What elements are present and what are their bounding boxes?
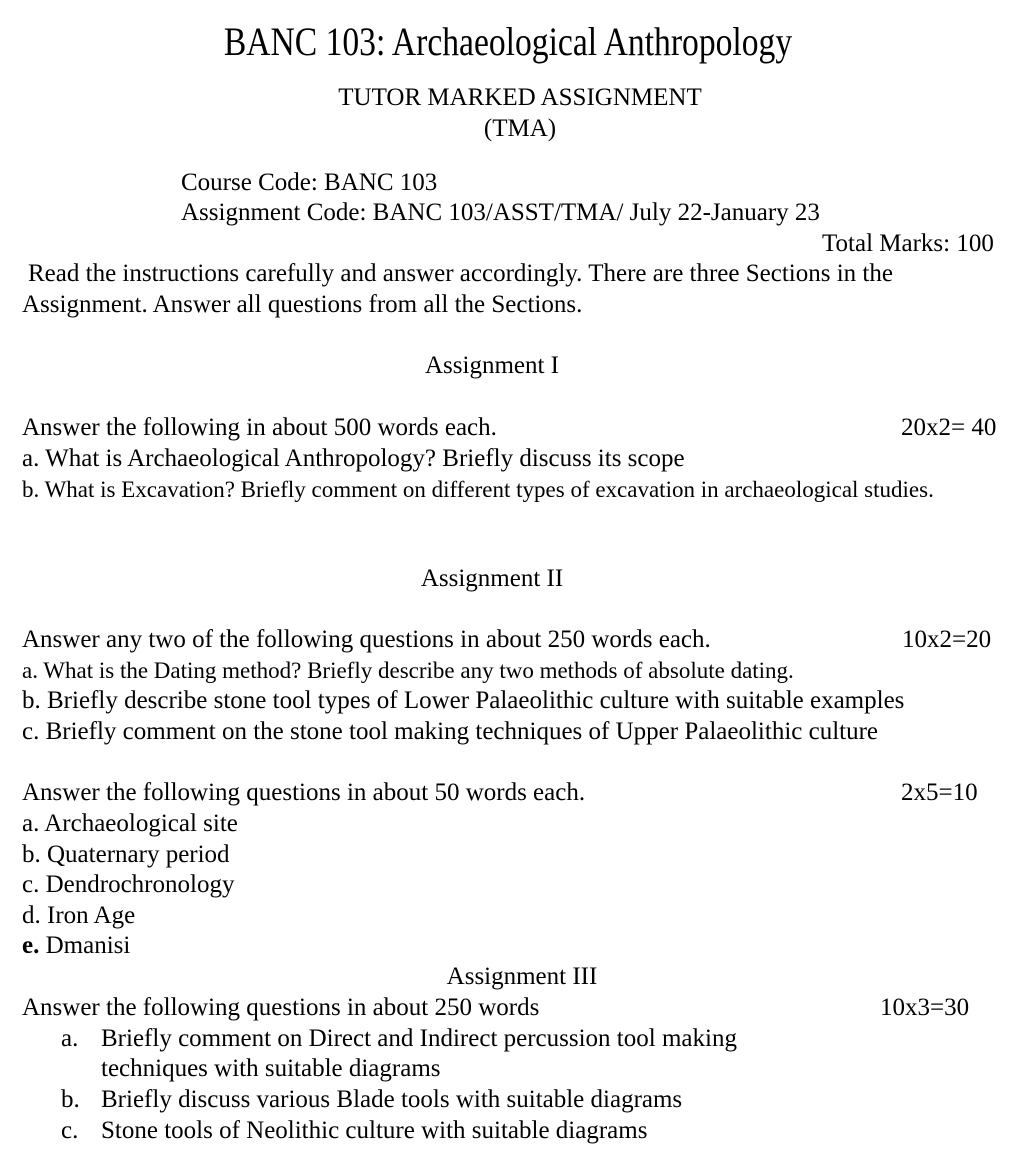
question-label: a. [61, 1025, 79, 1052]
assignment-1-question-a: a. What is Archaeological Anthropology? Briefly discuss its scope [22, 445, 685, 472]
assignment-2-question-b: b. Briefly describe stone tool types of Lower Palaeolithic culture with suitable examples [22, 687, 905, 714]
assignment-3-marks: 10x3=30 [880, 994, 970, 1021]
assignment-2-question-c: c. Briefly comment on the stone tool making techniques of Upper Palaeolithic culture [22, 718, 879, 745]
assignment-2-question-a: a. What is the Dating method? Briefly describe any two methods of absolute dating. [22, 658, 794, 683]
short-question-c: c. Dendrochronology [22, 871, 235, 898]
course-code: Course Code: BANC 103 [181, 169, 438, 196]
total-marks: Total Marks: 100 [822, 230, 994, 257]
assignment-2-marks-2: 2x5=10 [901, 779, 978, 806]
assignment-2-prompt-1: Answer any two of the following questions in about 250 words each. [22, 626, 711, 653]
assignment-1-prompt: Answer the following in about 500 words each. [22, 414, 497, 441]
short-question-a: a. Archaeological site [22, 810, 238, 837]
assignment-3-question-a-cont: techniques with suitable diagrams [101, 1055, 441, 1082]
assignment-3-question-b [61, 1087, 682, 1112]
question-text: Stone tools of Neolithic culture with suitable diagrams [101, 1117, 648, 1144]
assignment-3-question-c [61, 1118, 647, 1143]
short-question-e-text: Dmanisi [39, 932, 131, 959]
assignment-1-question-b: b. What is Excavation? Briefly comment on different types of excavation in archaeological studies. [22, 477, 934, 502]
subtitle: TUTOR MARKED ASSIGNMENT [338, 84, 702, 111]
assignment-3-prompt: Answer the following questions in about 250 words [22, 994, 540, 1021]
assignment-1-heading: Assignment I [424, 352, 560, 379]
instructions-line-1: Read the instructions carefully and answer accordingly. There are three Sections in the [28, 260, 893, 287]
short-question-e-label: e. [22, 932, 40, 959]
assignment-2-heading: Assignment II [420, 565, 564, 592]
question-text: Briefly discuss various Blade tools with suitable diagrams [101, 1086, 683, 1113]
question-label: c. [61, 1117, 79, 1144]
assignment-code: Assignment Code: BANC 103/ASST/TMA/ July 22-January 23 [181, 199, 820, 226]
question-label: b. [61, 1086, 80, 1113]
assignment-1-marks: 20x2= 40 [901, 414, 997, 441]
page-title: BANC 103: Archaeological Anthropology [223, 19, 793, 64]
short-question-d: d. Iron Age [22, 902, 136, 929]
short-question-b: b. Quaternary period [22, 841, 230, 868]
short-question-e [22, 933, 130, 958]
subtitle-abbr: (TMA) [483, 115, 557, 142]
assignment-3-heading: Assignment III [446, 963, 598, 990]
question-text: Briefly comment on Direct and Indirect percussion tool making [101, 1025, 737, 1052]
assignment-3-question-a [61, 1026, 737, 1051]
assignment-2-marks-1: 10x2=20 [902, 626, 992, 653]
assignment-2-prompt-2: Answer the following questions in about 50 words each. [22, 779, 586, 806]
instructions-line-2: Assignment. Answer all questions from all the Sections. [22, 291, 583, 318]
